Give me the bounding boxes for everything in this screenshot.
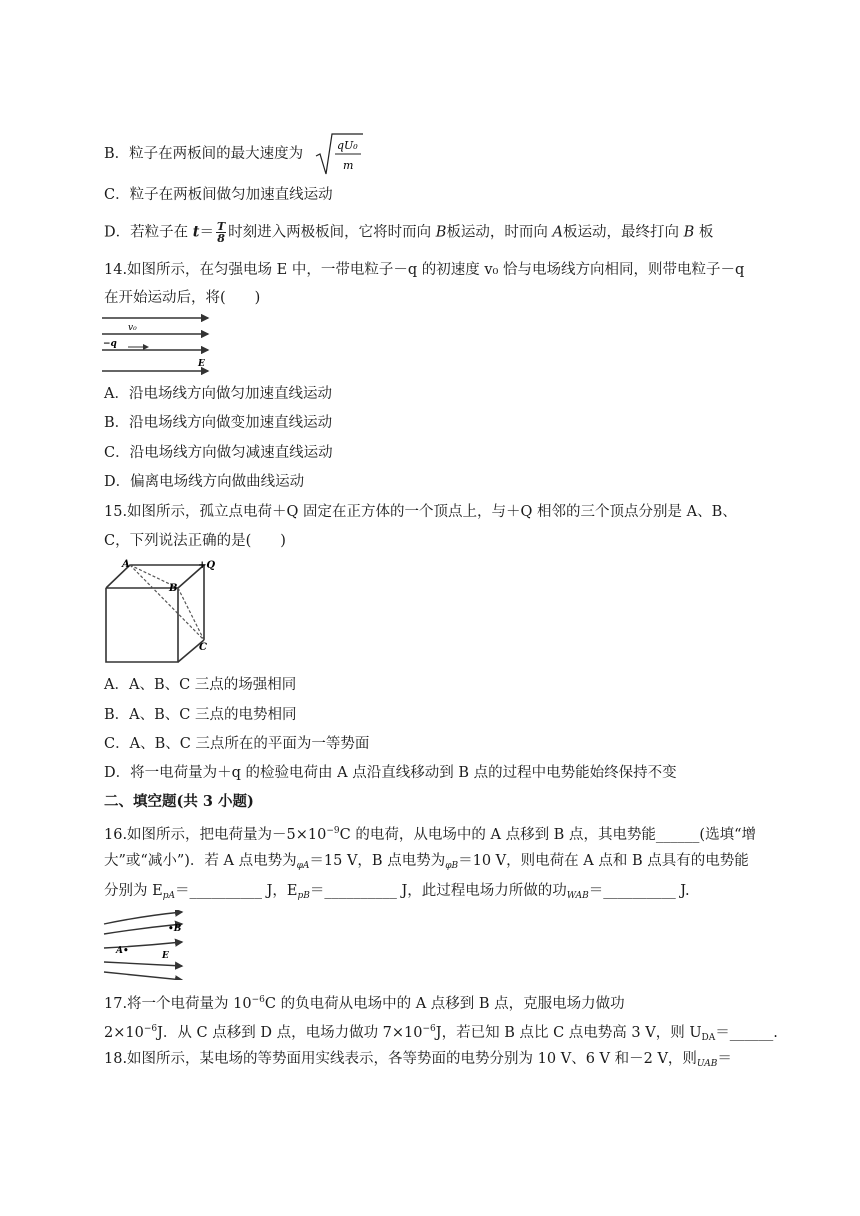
q14-option-a: A．沿电场线方向做匀加速直线运动 [104, 386, 332, 402]
q17-l1b: C 的负电荷从电场中的 A 点移到 B 点，克服电场力做功 [264, 996, 625, 1012]
q14-option-b: B．沿电场线方向做变加速直线运动 [104, 415, 333, 431]
q13-d-mid: 时刻进入两极板间，它将时而向 [228, 224, 432, 241]
q13-d-b: B [435, 224, 447, 241]
q13-d-mid2: 板运动，时而向 [446, 224, 548, 241]
q17-l2c: J，若已知 B 点比 C 点电势高 3 V，则 U [435, 1025, 702, 1041]
fig-q-label: −q [103, 339, 117, 349]
q16-l3b: ＝__________ J，E [174, 883, 298, 899]
q13-d-mid3: 板运动，最终打向 [563, 224, 679, 241]
q16-l3sub3: WAB [566, 891, 589, 901]
q17-l1sup: −6 [251, 995, 265, 1005]
field-line-lower [104, 962, 182, 966]
q15-option-a: A．A、B、C 三点的场强相同 [104, 677, 297, 693]
section-heading: 二、填空题(共 3 小题) [104, 793, 254, 810]
q17-l2b: J．从 C 点移到 D 点，电场力做功 7×10 [157, 1025, 423, 1041]
fig-point-b: •B [168, 924, 182, 934]
sqrt-numerator: qU₀ [337, 139, 358, 152]
q16-l3a: 分别为 E [104, 883, 163, 899]
fig-label-q: +Q [198, 560, 216, 571]
q16-l2a: 大”或“减小”)．若 A 点电势为 [104, 853, 297, 869]
fig-e-label: E [162, 951, 169, 961]
q16-l2c: ＝10 V，则电荷在 A 点和 B 点具有的电势能 [458, 853, 749, 869]
fig-point-a: A• [116, 946, 129, 956]
q16-l3sub1: pA [162, 891, 175, 901]
fig-e-label: E [198, 359, 205, 369]
fig-v0-label: v₀ [128, 323, 137, 333]
q17-l2sup2: −6 [422, 1024, 436, 1034]
q18-l1a: 18.如图所示，某电场的等势面用实线表示，各等势面的电势分别为 10 V、6 V 和－2 V，则 [104, 1051, 697, 1067]
q16-line1 [104, 821, 756, 845]
field-line-top [104, 912, 182, 924]
fig-label-a: A [122, 559, 130, 570]
q18-l1sub: UAB [696, 1059, 718, 1069]
q16-l2sub2: φB [445, 861, 459, 871]
q16-line3 [104, 881, 690, 906]
fraction-denominator: 8 [217, 232, 225, 245]
q17-l2a: 2×10 [104, 1025, 144, 1041]
q13-d-pre: D．若粒子在 [104, 224, 189, 241]
sqrt-denominator: m [343, 159, 354, 172]
q15-cube-figure [102, 558, 218, 668]
q16-l3c: ＝__________ J，此过程电场力所做的功 [309, 883, 567, 899]
cube-front-face [106, 588, 178, 662]
q14-option-d: D．偏离电场线方向做曲线运动 [104, 474, 305, 490]
q15-option-c: C．A、B、C 三点所在的平面为一等势面 [104, 736, 370, 752]
q16-l3sub2: pB [297, 891, 310, 901]
dashed-ac [130, 565, 204, 640]
q13-d-var: t [192, 223, 200, 241]
q14-option-c: C．沿电场线方向做匀减速直线运动 [104, 445, 333, 461]
q15-stem-line2: C，下列说法正确的是( ) [104, 533, 286, 549]
sqrt-formula [315, 132, 365, 178]
q16-l1a: 16.如图所示，把电荷量为－5×10 [104, 827, 327, 843]
q16-l3d: ＝__________ J. [588, 883, 690, 899]
q14-stem-line1: 14.如图所示，在匀强电场 E 中，一带电粒子－q 的初速度 v₀ 恰与电场线方向相同，则带电粒子－q [104, 262, 745, 278]
q13-option-d [104, 221, 713, 244]
q15-option-b: B．A、B、C 三点的电势相同 [104, 707, 297, 723]
q16-line2 [104, 851, 749, 876]
q18-line1 [104, 1049, 732, 1074]
field-line-bottom [104, 972, 182, 980]
q14-figure [102, 314, 214, 376]
fraction [216, 221, 226, 244]
q14-stem-line2: 在开始运动后，将( ) [104, 290, 261, 306]
q15-stem-line1: 15.如图所示，孤立点电荷＋Q 固定在正方体的一个顶点上，与＋Q 相邻的三个顶点分别是 A、B、 [104, 504, 737, 520]
dashed-bc [178, 588, 204, 640]
q16-field-figure [102, 910, 188, 980]
q13-option-c: C．粒子在两板间做匀加速直线运动 [104, 187, 333, 203]
q13-option-b-text: B．粒子在两板间的最大速度为 [104, 146, 304, 162]
q17-line1 [104, 990, 625, 1014]
q18-l1b: ＝ [717, 1051, 732, 1067]
fig-label-b: B [169, 583, 178, 594]
q17-l2sub: DA [701, 1033, 716, 1043]
q13-d-a: A [552, 224, 563, 241]
q17-line2 [104, 1019, 778, 1048]
q13-d-b2: B [683, 224, 695, 241]
q13-d-end: 板 [698, 224, 714, 241]
q13-d-eq: ＝ [199, 224, 214, 241]
q13-option-b [104, 144, 303, 164]
fraction-numerator: T [216, 220, 226, 233]
q15-option-d: D．将一电荷量为＋q 的检验电荷由 A 点沿直线移动到 B 点的过程中电势能始终保持不变 [104, 765, 677, 781]
q17-l2d: ＝______. [715, 1025, 778, 1041]
q16-l1b: C 的电荷，从电场中的 A 点移到 B 点，其电势能______(选填“增 [339, 827, 757, 843]
q16-l1sup: −9 [326, 826, 340, 836]
q16-l2sub1: φA [296, 861, 310, 871]
q17-l2sup1: −6 [143, 1024, 158, 1034]
fig-label-c: C [199, 642, 207, 653]
q16-l2b: ＝15 V，B 点电势为 [309, 853, 446, 869]
q17-l1a: 17.将一个电荷量为 10 [104, 996, 252, 1012]
